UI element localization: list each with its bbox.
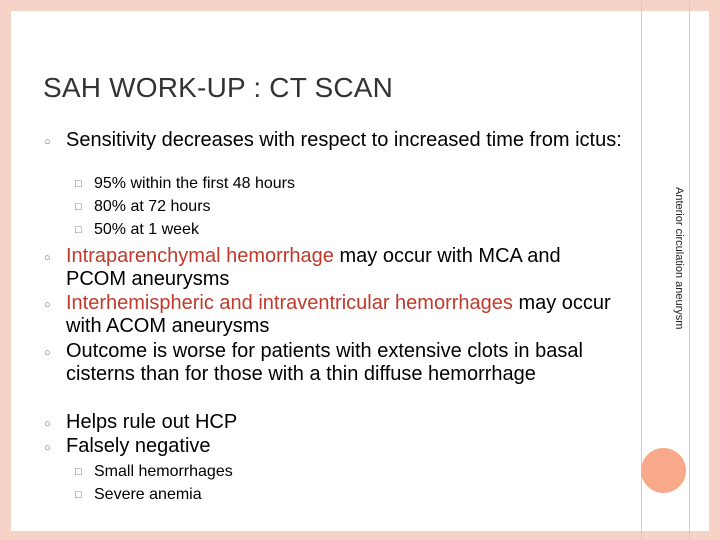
box-bullet-icon: □ [75,201,82,213]
bullet-item [66,245,626,291]
circle-bullet-icon: ○ [44,418,51,430]
frame-left [0,0,11,540]
circle-bullet-icon: ○ [44,347,51,359]
slide-title: SAH WORK-UP : CT SCAN [43,72,394,103]
bullet-text: may occur with MCA and PCOM aneurysms [66,245,561,290]
box-bullet-icon: □ [75,178,82,190]
decor-line [689,0,690,540]
bullet-item: Outcome is worse for patients with extensive clots in basal cisterns than for those with a thin diffuse hemorrhage [66,340,583,385]
circle-bullet-icon: ○ [44,442,51,454]
highlight-text: Intraparenchymal hemorrhage [66,245,334,267]
sub-bullet-item: Small hemorrhages [94,463,233,480]
bullet-item: Falsely negative [66,435,211,457]
sub-bullet-item: 95% within the first 48 hours [94,175,295,192]
bullet-text: may occur with ACOM aneurysms [66,292,611,337]
sub-bullet-item: Severe anemia [94,486,202,503]
box-bullet-icon: □ [75,224,82,236]
bullet-item [66,292,626,338]
decor-circle [641,448,686,493]
frame-bottom [0,531,720,540]
bullet-item: Helps rule out HCP [66,411,238,433]
bullet-item: Sensitivity decreases with respect to increased time from ictus: [66,129,622,151]
highlight-text: Interhemispheric and intraventricular hemorrhages [66,292,513,314]
frame-right [709,0,720,540]
circle-bullet-icon: ○ [44,299,51,311]
decor-line [641,0,642,540]
frame-top [0,0,720,11]
circle-bullet-icon: ○ [44,136,51,148]
circle-bullet-icon: ○ [44,252,51,264]
box-bullet-icon: □ [75,489,82,501]
sub-bullet-item: 80% at 72 hours [94,198,211,215]
box-bullet-icon: □ [75,466,82,478]
sub-bullet-item: 50% at 1 week [94,221,199,238]
side-label: Anterior circulation aneurysm [673,187,685,330]
